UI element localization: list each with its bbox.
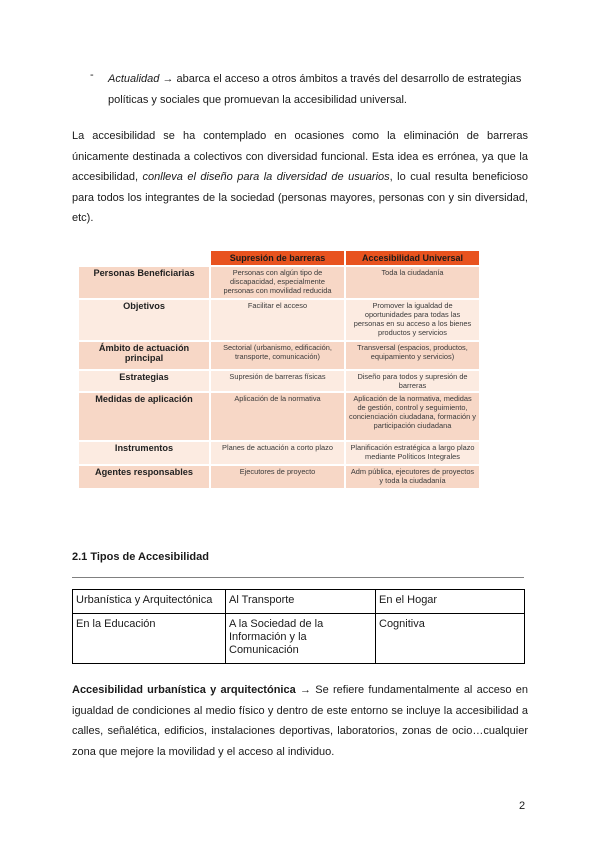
bullet-marker: - (90, 69, 94, 81)
row-label: Objetivos (79, 300, 209, 340)
table-row (79, 371, 479, 391)
row-label: Medidas de aplicación (79, 393, 209, 440)
cell-supresion: Sectorial (urbanismo, edificación, transporte, comunicación) (211, 342, 344, 369)
type-cell-educacion: En la Educación (73, 614, 226, 664)
table-row (73, 590, 525, 614)
table-row (79, 393, 479, 440)
cell-supresion: Planes de actuación a corto plazo (211, 442, 344, 464)
table-row (79, 342, 479, 369)
arrow-symbol: → (162, 73, 174, 85)
cell-accesibilidad: Toda la ciudadanía (346, 267, 479, 298)
row-label: Personas Beneficiarias (79, 267, 209, 298)
row-label: Estrategias (79, 371, 209, 391)
comparison-header-supresion: Supresión de barreras (211, 251, 344, 265)
cell-supresion: Aplicación de la normativa (211, 393, 344, 440)
cell-supresion: Personas con algún tipo de discapacidad, especialmente personas con movilidad reducida (211, 267, 344, 298)
page-number: 2 (519, 800, 526, 812)
bullet-item-actualidad (108, 69, 528, 110)
cell-supresion: Ejecutores de proyecto (211, 466, 344, 488)
comparison-table (77, 249, 481, 490)
cell-accesibilidad: Adm pública, ejecutores de proyectos y toda la ciudadanía (346, 466, 479, 488)
section-heading: 2.1 Tipos de Accesibilidad (72, 551, 209, 563)
table-row (79, 442, 479, 464)
intro-paragraph-part1: La accesibilidad se ha contemplado en ocasiones como la eliminación de barreras únicamente destinada a colectivos con diversidad funcional. Esta idea es errónea, ya que la accesibilidad, (72, 130, 528, 183)
accessibility-types-table (72, 589, 525, 664)
intro-paragraph (72, 126, 528, 229)
cell-accesibilidad: Promover la igualdad de oportunidades para todas las personas en su acceso a los bienes productos y servicios (346, 300, 479, 340)
urbanistica-term: Accesibilidad urbanística y arquitectónica (72, 684, 296, 696)
intro-paragraph-emphasis: conlleva el diseño para la diversidad de usuarios (142, 171, 390, 183)
cell-supresion: Facilitar el acceso (211, 300, 344, 340)
row-label: Instrumentos (79, 442, 209, 464)
type-cell-cognitiva: Cognitiva (376, 614, 525, 664)
heading-divider (72, 577, 524, 578)
type-cell-sociedad-informacion: A la Sociedad de la Información y la Comunicación (226, 614, 376, 664)
cell-accesibilidad: Planificación estratégica a largo plazo mediante Políticos Integrales (346, 442, 479, 464)
type-cell-hogar: En el Hogar (376, 590, 525, 614)
table-row (79, 466, 479, 488)
type-cell-urbanistica: Urbanística y Arquitectónica (73, 590, 226, 614)
bullet-term: Actualidad (108, 73, 160, 85)
bullet-description: abarca el acceso a otros ámbitos a través del desarrollo de estrategias políticas y sociales que promuevan la accesibilidad universal. (108, 73, 522, 106)
type-cell-transporte: Al Transporte (226, 590, 376, 614)
row-label: Agentes responsables (79, 466, 209, 488)
table-row (73, 614, 525, 664)
urbanistica-description: Se refiere fundamentalmente al acceso en igualdad de condiciones al medio físico y dentro de este entorno se incluye la accesibilidad a calles, señalética, edificios, instalaciones deportivas, laboratorios, zonas de ocio…cualquier zona que mejore la movilidad y el acceso al individuo. (72, 684, 528, 758)
cell-accesibilidad: Transversal (espacios, productos, equipamiento y servicios) (346, 342, 479, 369)
arrow-symbol: → (299, 684, 311, 696)
table-row (79, 267, 479, 298)
row-label: Ámbito de actuación principal (79, 342, 209, 369)
comparison-table-corner (79, 251, 209, 265)
intro-paragraph-part2: , lo cual resulta beneficioso para todos los integrantes de la sociedad (personas mayores, personas con y sin diversidad, etc). (72, 171, 528, 224)
table-row (79, 300, 479, 340)
cell-accesibilidad: Diseño para todos y supresión de barreras (346, 371, 479, 391)
cell-accesibilidad: Aplicación de la normativa, medidas de gestión, control y seguimiento, concienciación ciudadana, formación y participación ciudadana (346, 393, 479, 440)
urbanistica-paragraph (72, 680, 528, 762)
comparison-header-accesibilidad: Accesibilidad Universal (346, 251, 479, 265)
cell-supresion: Supresión de barreras físicas (211, 371, 344, 391)
